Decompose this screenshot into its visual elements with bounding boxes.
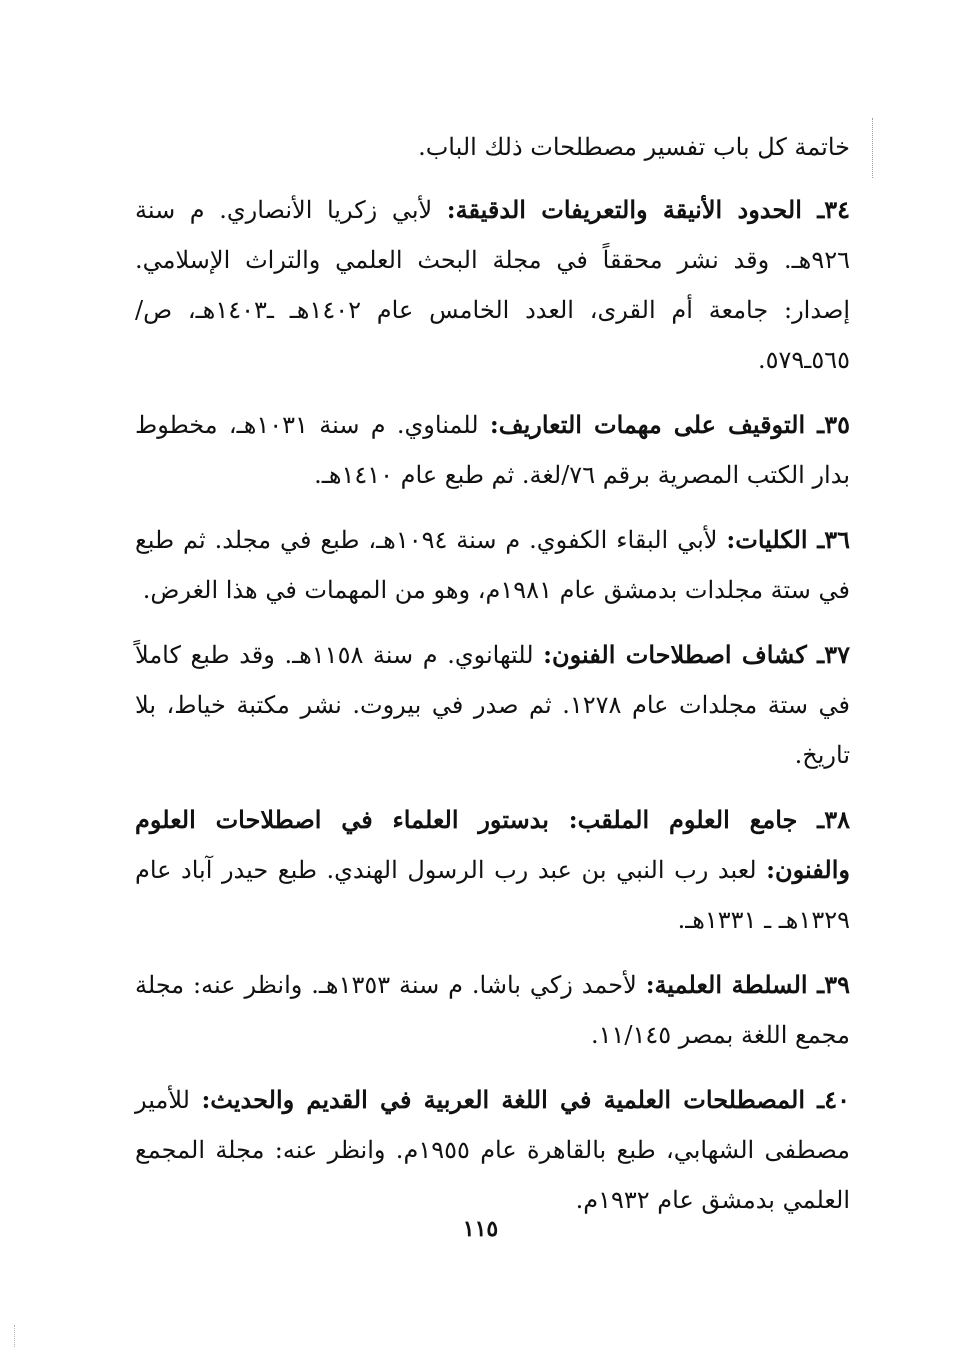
entry-40 <box>135 1075 850 1225</box>
entry-38-body: لعبد رب النبي بن عبد رب الرسول الهندي. طبع حيدر آباد عام ١٣٢٩هـ ـ ١٣٣١هـ. <box>135 856 850 934</box>
entry-39-title: ٣٩ـ السلطة العلمية: <box>645 970 850 999</box>
scan-edge-mark <box>872 118 874 178</box>
entry-40-body: للأمير مصطفى الشهابي، طبع بالقاهرة عام ١٩٥٥م. وانظر عنه: مجلة المجمع العلمي بدمشق عام ١٩٣٢م. <box>135 1086 851 1214</box>
entry-34 <box>135 185 850 385</box>
page-number: ١١٥ <box>462 1216 499 1242</box>
entry-37-title: ٣٧ـ كشاف اصطلاحات الفنون: <box>543 640 850 669</box>
entry-35 <box>135 400 850 500</box>
entry-38-title: ٣٨ـ جامع العلوم الملقب: بدستور العلماء في اصطلاحات العلوم والفنون: <box>135 805 850 884</box>
entry-36 <box>135 515 850 615</box>
entry-37 <box>135 630 850 780</box>
entry-39-body: لأحمد زكي باشا. م سنة ١٣٥٣هـ. وانظر عنه: مجلة مجمع اللغة بمصر ١١/١٤٥. <box>135 971 850 1049</box>
entry-38 <box>135 795 850 945</box>
entry-35-body: للمناوي. م سنة ١٠٣١هـ، مخطوط بدار الكتب المصرية برقم ٧٦/لغة. ثم طبع عام ١٤١٠هـ. <box>135 411 850 489</box>
scan-corner-mark <box>14 1325 16 1347</box>
entry-34-body: لأبي زكريا الأنصاري. م سنة ٩٢٦هـ. وقد نشر محققاً في مجلة البحث العلمي والتراث الإسلامي. إصدار: جامعة أم القرى، العدد الخامس عام ١٤٠٢هـ ـ١٤٠٣هـ، ص/٥٦٥ـ٥٧٩. <box>135 196 850 374</box>
entry-36-body: لأبي البقاء الكفوي. م سنة ١٠٩٤هـ، طبع في مجلد. ثم طبع في ستة مجلدات بدمشق عام ١٩٨١م، وهو من المهمات في هذا الغرض. <box>135 526 850 604</box>
entry-34-title: ٣٤ـ الحدود الأنيقة والتعريفات الدقيقة: <box>446 195 851 224</box>
entry-39 <box>135 960 850 1060</box>
entry-37-body: للتهانوي. م سنة ١١٥٨هـ. وقد طبع كاملاً في ستة مجلدات عام ١٢٧٨. ثم صدر في بيروت. نشر مكتبة خياط، بلا تاريخ. <box>135 641 850 769</box>
entry-40-title: ٤٠ـ المصطلحات العلمية في اللغة العربية في القديم والحديث: <box>201 1085 850 1114</box>
entry-35-title: ٣٥ـ التوقيف على مهمات التعاريف: <box>489 410 850 439</box>
entry-36-title: ٣٦ـ الكليات: <box>726 525 850 554</box>
intro-paragraph: خاتمة كل باب تفسير مصطلحات ذلك الباب. <box>418 133 850 161</box>
main-text <box>135 122 850 1240</box>
